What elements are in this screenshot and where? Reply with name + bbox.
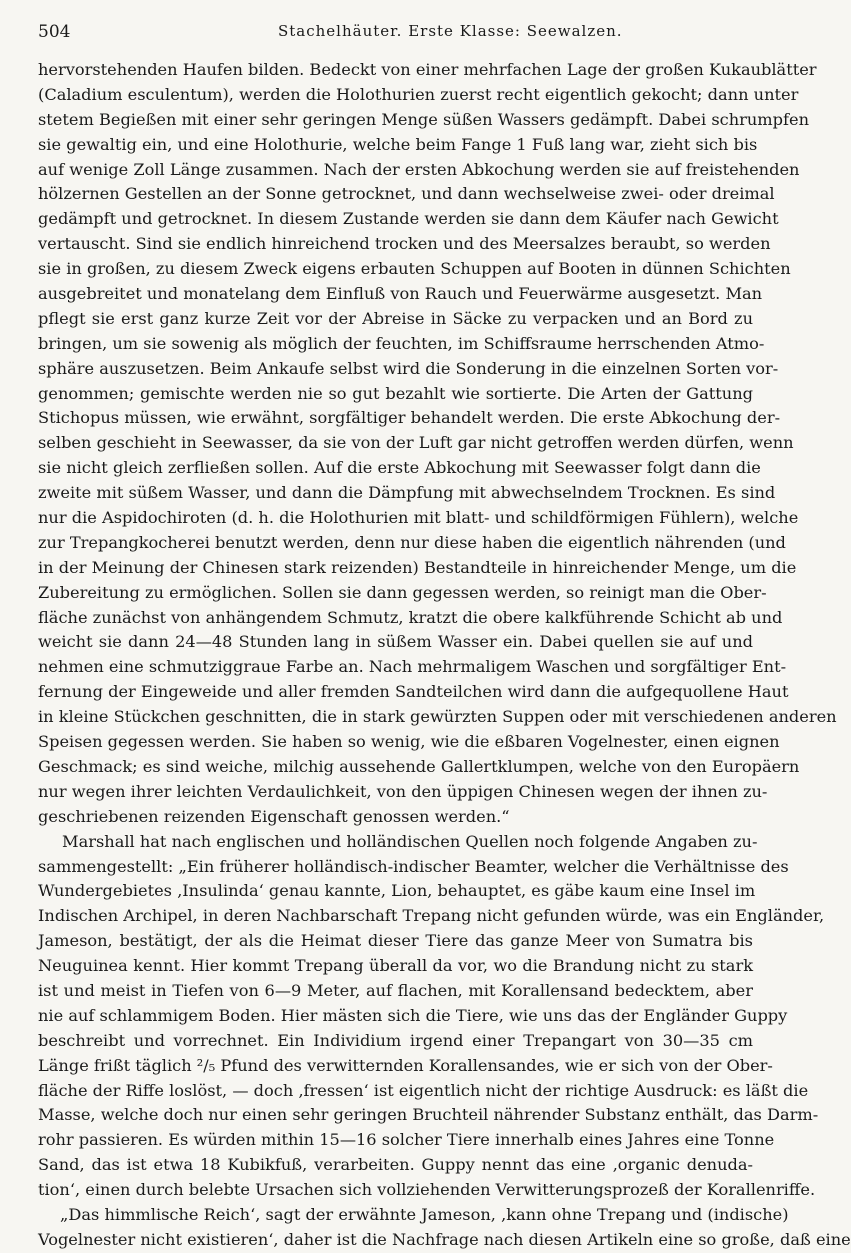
text-line: Wundergebietes ‚Insulinda‘ genau kannte, Lion, behauptet, es gäbe kaum eine Insel im: [38, 881, 756, 901]
text-line: hervorstehenden Haufen bilden. Bedeckt von einer mehrfachen Lage der großen Kukaublätter: [38, 60, 817, 79]
text-line: bringen, um sie sowenig als möglich der feuchten, im Schiffsraume herrschenden Atmo-: [38, 333, 765, 353]
text-line: weicht sie dann 24—48 Stunden lang in süßem Wasser ein. Dabei quellen sie auf und: [38, 632, 753, 652]
body-text: [38, 58, 851, 1253]
text-line: fläche zunächst von anhängendem Schmutz, kratzt die obere kalkführende Schicht ab und: [38, 607, 783, 627]
text-line: ist und meist in Tiefen von 6—9 Meter, auf flachen, mit Korallensand bedecktem, aber: [38, 980, 753, 1000]
text-line: genommen; gemischte werden nie so gut bezahlt wie sortierte. Die Arten der Gattung: [38, 383, 753, 403]
text-line: „Das himmlische Reich‘, sagt der erwähnte Jameson, ‚kann ohne Trepang und (indische): [60, 1204, 789, 1224]
page-number: 504: [38, 22, 71, 42]
text-line: Sand, das ist etwa 18 Kubikfuß, verarbeiten. Guppy nennt das eine ‚organic denuda-: [38, 1155, 753, 1175]
page-header: [38, 14, 753, 46]
text-line: fernung der Eingeweide und aller fremden Sandteilchen wird dann die aufgequollene Haut: [38, 682, 789, 702]
text-line: zweite mit süßem Wasser, und dann die Dämpfung mit abwechselndem Trocknen. Es sind: [38, 483, 776, 503]
running-head: Stachelhäuter. Erste Klasse: Seewalzen.: [278, 22, 623, 40]
text-line: nur die Aspidochiroten (d. h. die Holothurien mit blatt- und schildförmigen Fühlern), welche: [38, 508, 799, 528]
text-line: (Caladium esculentum), werden die Holothurien zuerst recht eigentlich gekocht; dann unter: [38, 84, 799, 104]
text-line: sie nicht gleich zerfließen sollen. Auf die erste Abkochung mit Seewasser folgt dann die: [38, 458, 761, 478]
text-line: Jameson, bestätigt, der als die Heimat dieser Tiere das ganze Meer von Sumatra bis: [38, 931, 753, 951]
text-line: zur Trepangkocherei benutzt werden, denn nur diese haben die eigentlich nährenden (und: [38, 532, 786, 552]
text-line: ausgebreitet und monatelang dem Einfluß von Rauch und Feuerwärme ausgesetzt. Man: [38, 284, 763, 304]
text-line: Zubereitung zu ermöglichen. Sollen sie dann gegessen werden, so reinigt man die Ober-: [38, 582, 767, 602]
text-line: nie auf schlammigem Boden. Hier mästen sich die Tiere, wie uns das der Engländer Guppy: [38, 1005, 788, 1025]
text-line: Indischen Archipel, in deren Nachbarschaft Trepang nicht gefunden würde, was ein Engländer,: [38, 906, 825, 926]
text-line: rohr passieren. Es würden mithin 15—16 solcher Tiere innerhalb eines Jahres eine Tonne: [38, 1130, 775, 1150]
text-line: gedämpft und getrocknet. In diesem Zustande werden sie dann dem Käufer nach Gewicht: [38, 209, 779, 229]
text-line: nur wegen ihrer leichten Verdaulichkeit, von den üppigen Chinesen wegen der ihnen zu-: [38, 781, 768, 801]
text-line: Länge frißt täglich ²/₅ Pfund des verwitternden Korallensandes, wie er sich von der Ober-: [38, 1055, 773, 1075]
text-line: Masse, welche doch nur einen sehr geringen Bruchteil nährender Substanz enthält, das Darm-: [38, 1105, 819, 1125]
text-line: in der Meinung der Chinesen stark reizenden) Bestandteile in hinreichender Menge, um die: [38, 557, 797, 577]
text-line: auf wenige Zoll Länge zusammen. Nach der ersten Abkochung werden sie auf freistehenden: [38, 159, 800, 179]
text-line: Stichopus müssen, wie erwähnt, sorgfältiger behandelt werden. Die erste Abkochung der-: [38, 408, 781, 428]
text-line: vertauscht. Sind sie endlich hinreichend trocken und des Meersalzes beraubt, so werden: [38, 234, 771, 254]
text-line: Speisen gegessen werden. Sie haben so wenig, wie die eßbaren Vogelnester, einen eignen: [38, 732, 780, 752]
text-line: sie gewaltig ein, und eine Holothurie, welche beim Fange 1 Fuß lang war, zieht sich bis: [38, 134, 758, 154]
text-line: Neuguinea kennt. Hier kommt Trepang überall da vor, wo die Brandung nicht zu stark: [38, 956, 753, 976]
text-line: sphäre auszusetzen. Beim Ankaufe selbst wird die Sonderung in die einzelnen Sorten vor-: [38, 358, 779, 378]
text-line: pflegt sie erst ganz kurze Zeit vor der Abreise in Säcke zu verpacken und an Bord zu: [38, 308, 753, 328]
text-line: sammengestellt: „Ein früherer holländisch-indischer Beamter, welcher die Verhältnisse des: [38, 856, 789, 876]
text-line: geschriebenen reizenden Eigenschaft genossen werden.“: [38, 806, 510, 826]
text-line: beschreibt und vorrechnet. Ein Individium irgend einer Trepangart von 30—35 cm: [38, 1030, 753, 1050]
text-line: stetem Begießen mit einer sehr geringen Menge süßen Wassers gedämpft. Dabei schrumpfen: [38, 109, 809, 129]
text-line: hölzernen Gestellen an der Sonne getrocknet, und dann wechselweise zwei- oder dreimal: [38, 184, 775, 204]
text-line: nehmen eine schmutziggraue Farbe an. Nach mehrmaligem Waschen und sorgfältiger Ent-: [38, 657, 787, 677]
text-line: in kleine Stückchen geschnitten, die in stark gewürzten Suppen oder mit verschiedenen anderen: [38, 707, 837, 727]
text-line: Geschmack; es sind weiche, milchig aussehende Gallertklumpen, welche von den Europäern: [38, 756, 800, 776]
text-line: tion‘, einen durch belebte Ursachen sich vollziehenden Verwitterungsprozeß der Korallenriffe.: [38, 1180, 816, 1200]
text-line: Vogelnester nicht existieren‘, daher ist die Nachfrage nach diesen Artikeln eine so große, daß eine: [38, 1229, 851, 1249]
text-line: selben geschieht in Seewasser, da sie von der Luft gar nicht getroffen werden dürfen, wenn: [38, 433, 794, 453]
text-line: fläche der Riffe loslöst, — doch ‚fressen‘ ist eigentlich nicht der richtige Ausdruck: es läßt die: [38, 1080, 809, 1100]
text-line: Marshall hat nach englischen und holländischen Quellen noch folgende Angaben zu-: [62, 831, 758, 851]
text-line: sie in großen, zu diesem Zweck eigens erbauten Schuppen auf Booten in dünnen Schichten: [38, 259, 791, 279]
